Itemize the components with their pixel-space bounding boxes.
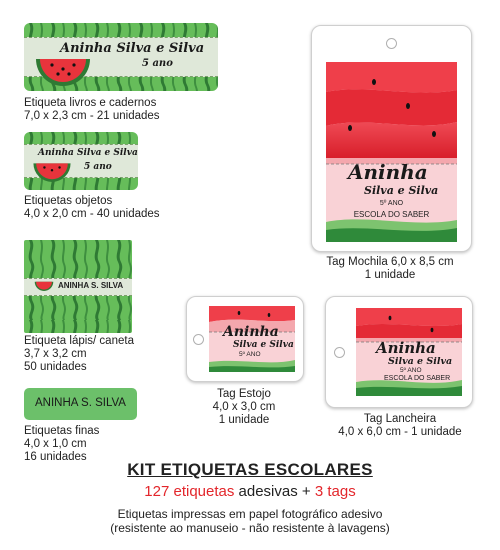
tag-grade: 5º ANO	[239, 351, 261, 358]
tag-name: Aninha	[223, 324, 279, 340]
tag-estojo	[186, 296, 304, 382]
label-livros-cadernos	[24, 23, 218, 91]
label-grade: 5 ano	[142, 58, 173, 69]
tag-mochila	[311, 25, 472, 252]
kit-description	[40, 507, 460, 535]
label-name: ANINHA S. SILVA	[58, 281, 124, 290]
caption-livros: Etiqueta livros e cadernos 7,0 x 2,3 cm - 21 unidades	[24, 97, 160, 122]
label-name: Aninha Silva e Silva	[38, 148, 138, 158]
tag-surname: Silva e Silva	[388, 356, 453, 367]
watermelon-slice-icon	[34, 281, 54, 292]
tag-name: Aninha	[376, 339, 436, 357]
watermelon-slice-icon	[32, 162, 72, 184]
tag-name: Aninha	[348, 160, 428, 184]
label-lapis-caneta	[24, 240, 132, 333]
count-tags: 3 tags	[314, 483, 356, 500]
tag-hole	[386, 38, 397, 49]
watermelon-slice-icon	[34, 57, 92, 89]
caption-estojo: Tag Estojo 4,0 x 3,0 cm 1 unidade	[212, 388, 276, 426]
summary-middle: adesivas +	[234, 483, 315, 500]
kit-summary	[60, 483, 440, 500]
caption-lancheira: Tag Lancheira 4,0 x 6,0 cm - 1 unidade	[338, 413, 462, 438]
description-line-1: Etiquetas impressas em papel fotográfico adesivo	[117, 507, 383, 521]
kit-title: KIT ETIQUETAS ESCOLARES	[127, 460, 373, 479]
label-finas	[24, 388, 137, 420]
label-name: Aninha Silva e Silva	[60, 41, 205, 56]
tag-grade: 5º ANO	[400, 367, 422, 374]
description-line-2: (resistente ao manuseio - não resistente à lavagens)	[110, 521, 390, 535]
count-labels: 127 etiquetas	[144, 483, 235, 500]
tag-hole	[334, 347, 345, 358]
tag-surname: Silva e Silva	[364, 184, 439, 197]
tag-school: ESCOLA DO SABER	[384, 375, 451, 382]
caption-lapis: Etiqueta lápis/ caneta 3,7 x 3,2 cm 50 unidades	[24, 335, 134, 373]
label-grade: 5 ano	[84, 162, 112, 172]
tag-grade: 5º ANO	[379, 200, 404, 207]
label-name: ANINHA S. SILVA	[35, 397, 126, 409]
caption-mochila: Tag Mochila 6,0 x 8,5 cm 1 unidade	[326, 256, 454, 281]
caption-objetos: Etiquetas objetos 4,0 x 2,0 cm - 40 unidades	[24, 195, 160, 220]
tag-school: ESCOLA DO SABER	[353, 210, 430, 219]
label-objetos	[24, 132, 138, 190]
tag-lancheira	[325, 296, 473, 408]
caption-finas: Etiquetas finas 4,0 x 1,0 cm 16 unidades	[24, 425, 100, 463]
tag-surname: Silva e Silva	[233, 340, 294, 350]
tag-hole	[193, 334, 204, 345]
